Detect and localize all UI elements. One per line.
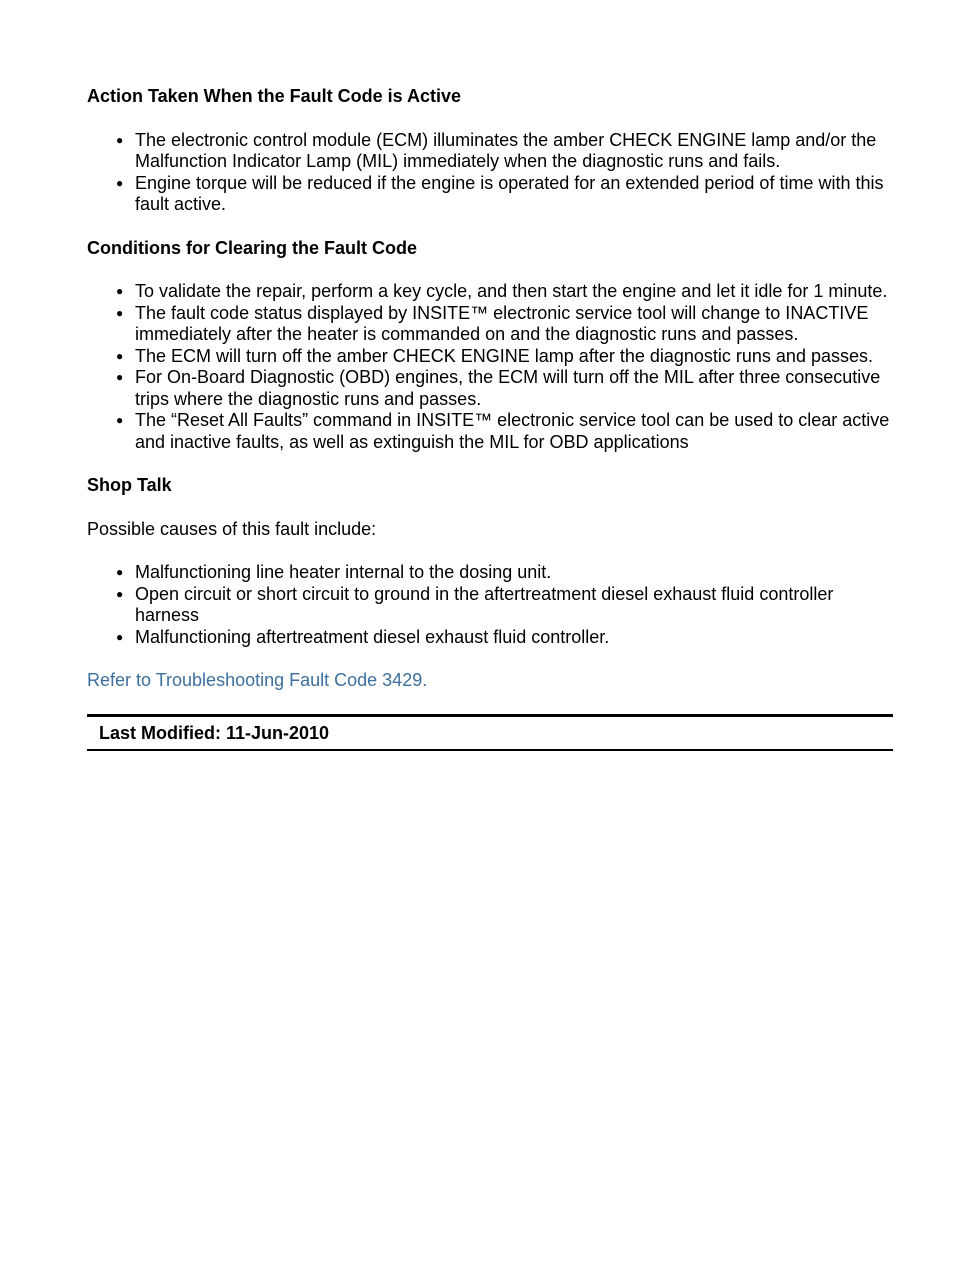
conditions-clearing-list bbox=[87, 281, 893, 453]
list-item: ● To validate the repair, perform a key cycle, and then start the engine and let it idle for 1 minute. bbox=[116, 281, 888, 301]
list-item: ● Malfunctioning line heater internal to the dosing unit. bbox=[116, 562, 552, 582]
bullet-icon: ● bbox=[116, 413, 124, 427]
section-heading-shop-talk: Shop Talk bbox=[87, 475, 172, 495]
bullet-icon: ● bbox=[116, 348, 124, 363]
section-heading-action-taken: Action Taken When the Fault Code is Active bbox=[87, 86, 462, 106]
bullet-icon: ● bbox=[116, 370, 124, 384]
possible-causes-list bbox=[87, 562, 893, 648]
list-item: ● For On-Board Diagnostic (OBD) engines, the ECM will turn off the MIL after three consecutive trips where the diagnostic runs and passes. bbox=[116, 367, 881, 409]
shop-talk-intro: Possible causes of this fault include: bbox=[87, 518, 377, 539]
bullet-icon: ● bbox=[116, 565, 124, 579]
bullet-icon: ● bbox=[116, 132, 124, 147]
action-taken-list bbox=[87, 130, 893, 216]
last-modified-footer bbox=[87, 714, 893, 752]
list-item: ● Engine torque will be reduced if the engine is operated for an extended period of time with this fault active. bbox=[116, 172, 884, 214]
list-item: ● The electronic control module (ECM) illuminates the amber CHECK ENGINE lamp and/or the Malfunction Indicator Lamp (MIL) immediately when the diagnostic runs and fails. bbox=[116, 129, 877, 171]
section-heading-conditions-clearing: Conditions for Clearing the Fault Code bbox=[87, 237, 417, 258]
document-page bbox=[87, 86, 893, 751]
list-item: ● The ECM will turn off the amber CHECK ENGINE lamp after the diagnostic runs and passes. bbox=[116, 345, 873, 366]
troubleshooting-fault-code-link[interactable]: Refer to Troubleshooting Fault Code 3429. bbox=[87, 670, 428, 690]
last-modified-label: Last Modified: 11-Jun-2010 bbox=[99, 722, 330, 743]
bullet-icon: ● bbox=[116, 175, 124, 190]
bullet-icon: ● bbox=[116, 305, 124, 320]
bullet-icon: ● bbox=[116, 284, 124, 298]
bullet-icon: ● bbox=[116, 586, 124, 601]
list-item: ● The “Reset All Faults” command in INSITE™ electronic service tool can be used to clear active and inactive faults, as well as extinguish the MIL for OBD applications bbox=[116, 410, 890, 452]
list-item: ● Malfunctioning aftertreatment diesel exhaust fluid controller. bbox=[116, 626, 610, 647]
list-item: ● The fault code status displayed by INSITE™ electronic service tool will change to INACTIVE immediately after the heater is commanded on and the diagnostic runs and passes. bbox=[116, 302, 869, 344]
list-item: ● Open circuit or short circuit to ground in the aftertreatment diesel exhaust fluid controller harness bbox=[116, 583, 834, 625]
bullet-icon: ● bbox=[116, 629, 124, 644]
